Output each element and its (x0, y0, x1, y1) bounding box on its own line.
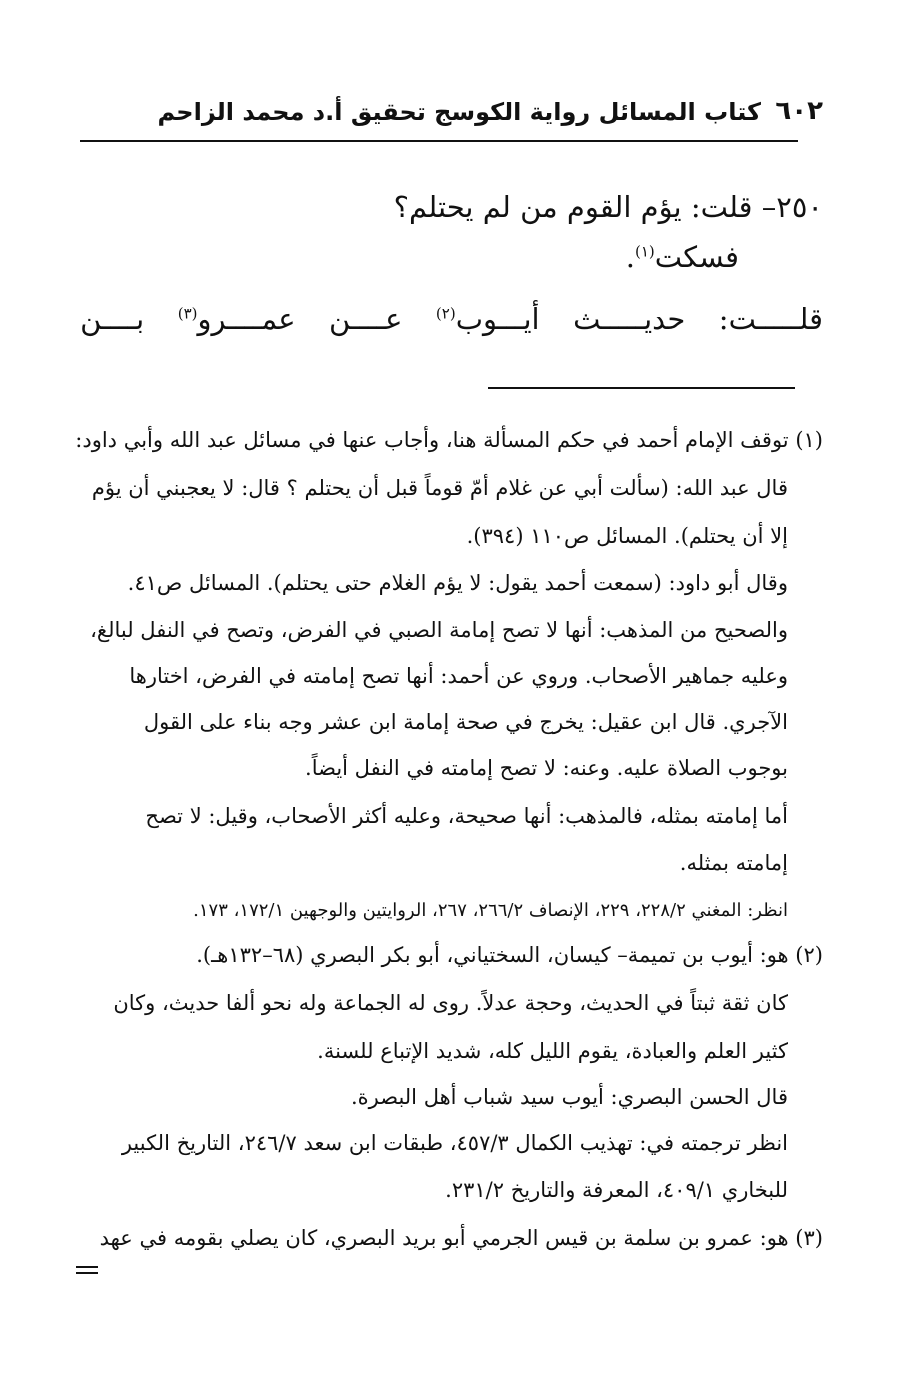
word-an: عــــن (329, 302, 403, 336)
word-amr: عمــــرو$^{(٣)}$ (177, 302, 296, 336)
main-hadith-line (80, 302, 823, 336)
fn3-line1: (٣) هو: عمرو بن سلمة بن قيس الجرمي أبو بريد البصري، كان يصلي بقومه في عهد (99, 1226, 823, 1250)
word-qult: قلـــــت: (718, 302, 823, 336)
fn1-line2: قال عبد الله: (سألت أبي عن غلام أمّ قوماً قبل أن يحتلم ؟ قال: لا يعجبني أن يؤم (91, 476, 788, 500)
main-answer-line (626, 240, 739, 274)
footnote-ref-3: (٣) (177, 304, 198, 323)
word-hadith: حديـــــث (573, 302, 686, 336)
fn2-line1: (٢) هو: أيوب بن تميمة– كيسان، السختياني، أبو بكر البصري (٦٨–١٣٢هـ). (196, 943, 823, 967)
fn1-line8: بوجوب الصلاة عليه. وعنه: لا تصح إمامته في النفل أيضاً. (305, 756, 788, 780)
header-rule (80, 140, 798, 142)
footnote-separator (488, 387, 795, 389)
footnote-ref-2: (٢) (435, 304, 456, 323)
fn1-line6: وعليه جماهير الأصحاب. وروي عن أحمد: أنها تصح إمامته في الفرض، اختارها (129, 664, 788, 688)
running-header-title: كتاب المسائل رواية الكوسج تحقيق أ.د محمد الزاحم (157, 98, 761, 126)
fn1-line10: إمامته بمثله. (679, 851, 788, 875)
word-ayyub: أيـــوب$^{(٢)}$ (435, 302, 540, 336)
fn1-references: انظر: المغني ٢٢٨/٢، ٢٢٩، الإنصاف ٢٦٦/٢، ٢٦٧، الروايتين والوجهين ١٧٢/١، ١٧٣. (193, 900, 788, 921)
continuation-mark-bottom (76, 1272, 98, 1274)
fn1-line9: أما إمامته بمثله، فالمذهب: أنها صحيحة، وعليه أكثر الأصحاب، وقيل: لا تصح (145, 804, 788, 828)
fn1-line4: وقال أبو داود: (سمعت أحمد يقول: لا يؤم الغلام حتى يحتلم). المسائل ص٤١. (127, 571, 788, 595)
answer-text: فسكت (654, 240, 739, 274)
fn1-line5: والصحيح من المذهب: أنها لا تصح إمامة الصبي في الفرض، وتصح في النفل لبالغ، (90, 618, 788, 642)
fn2-line3: كثير العلم والعبادة، يقوم الليل كله، شديد الإتباع للسنة. (317, 1039, 788, 1063)
answer-period: . (625, 240, 635, 274)
fn1-line3: إلا أن يحتلم). المسائل ص١١٠ (٣٩٤). (466, 524, 788, 548)
word-bin: بــــن (80, 302, 145, 336)
fn2-line2: كان ثقة ثبتاً في الحديث، وحجة عدلاً. روى له الجماعة وله نحو ألفا حديث، وكان (113, 991, 788, 1015)
fn2-line5: انظر ترجمته في: تهذيب الكمال ٤٥٧/٣، طبقات ابن سعد ٢٤٦/٧، التاريخ الكبير (121, 1131, 788, 1155)
fn2-line6: للبخاري ٤٠٩/١، المعرفة والتاريخ ٢٣١/٢. (445, 1178, 788, 1202)
page-number: ٦٠٢ (775, 96, 823, 126)
fn2-line4: قال الحسن البصري: أيوب سيد شباب أهل البصرة. (350, 1085, 788, 1109)
footnote-ref-1: (١) (634, 242, 655, 261)
fn1-line1: (١) توقف الإمام أحمد في حكم المسألة هنا، وأجاب عنها في مسائل عبد الله وأبي داود: (75, 428, 823, 452)
fn1-line7: الآجري. قال ابن عقيل: يخرج في صحة إمامة ابن عشر وجه بناء على القول (143, 710, 788, 734)
main-question-line: ٢٥٠– قلت: يؤم القوم من لم يحتلم؟ (393, 190, 823, 224)
continuation-mark-top (76, 1266, 98, 1268)
